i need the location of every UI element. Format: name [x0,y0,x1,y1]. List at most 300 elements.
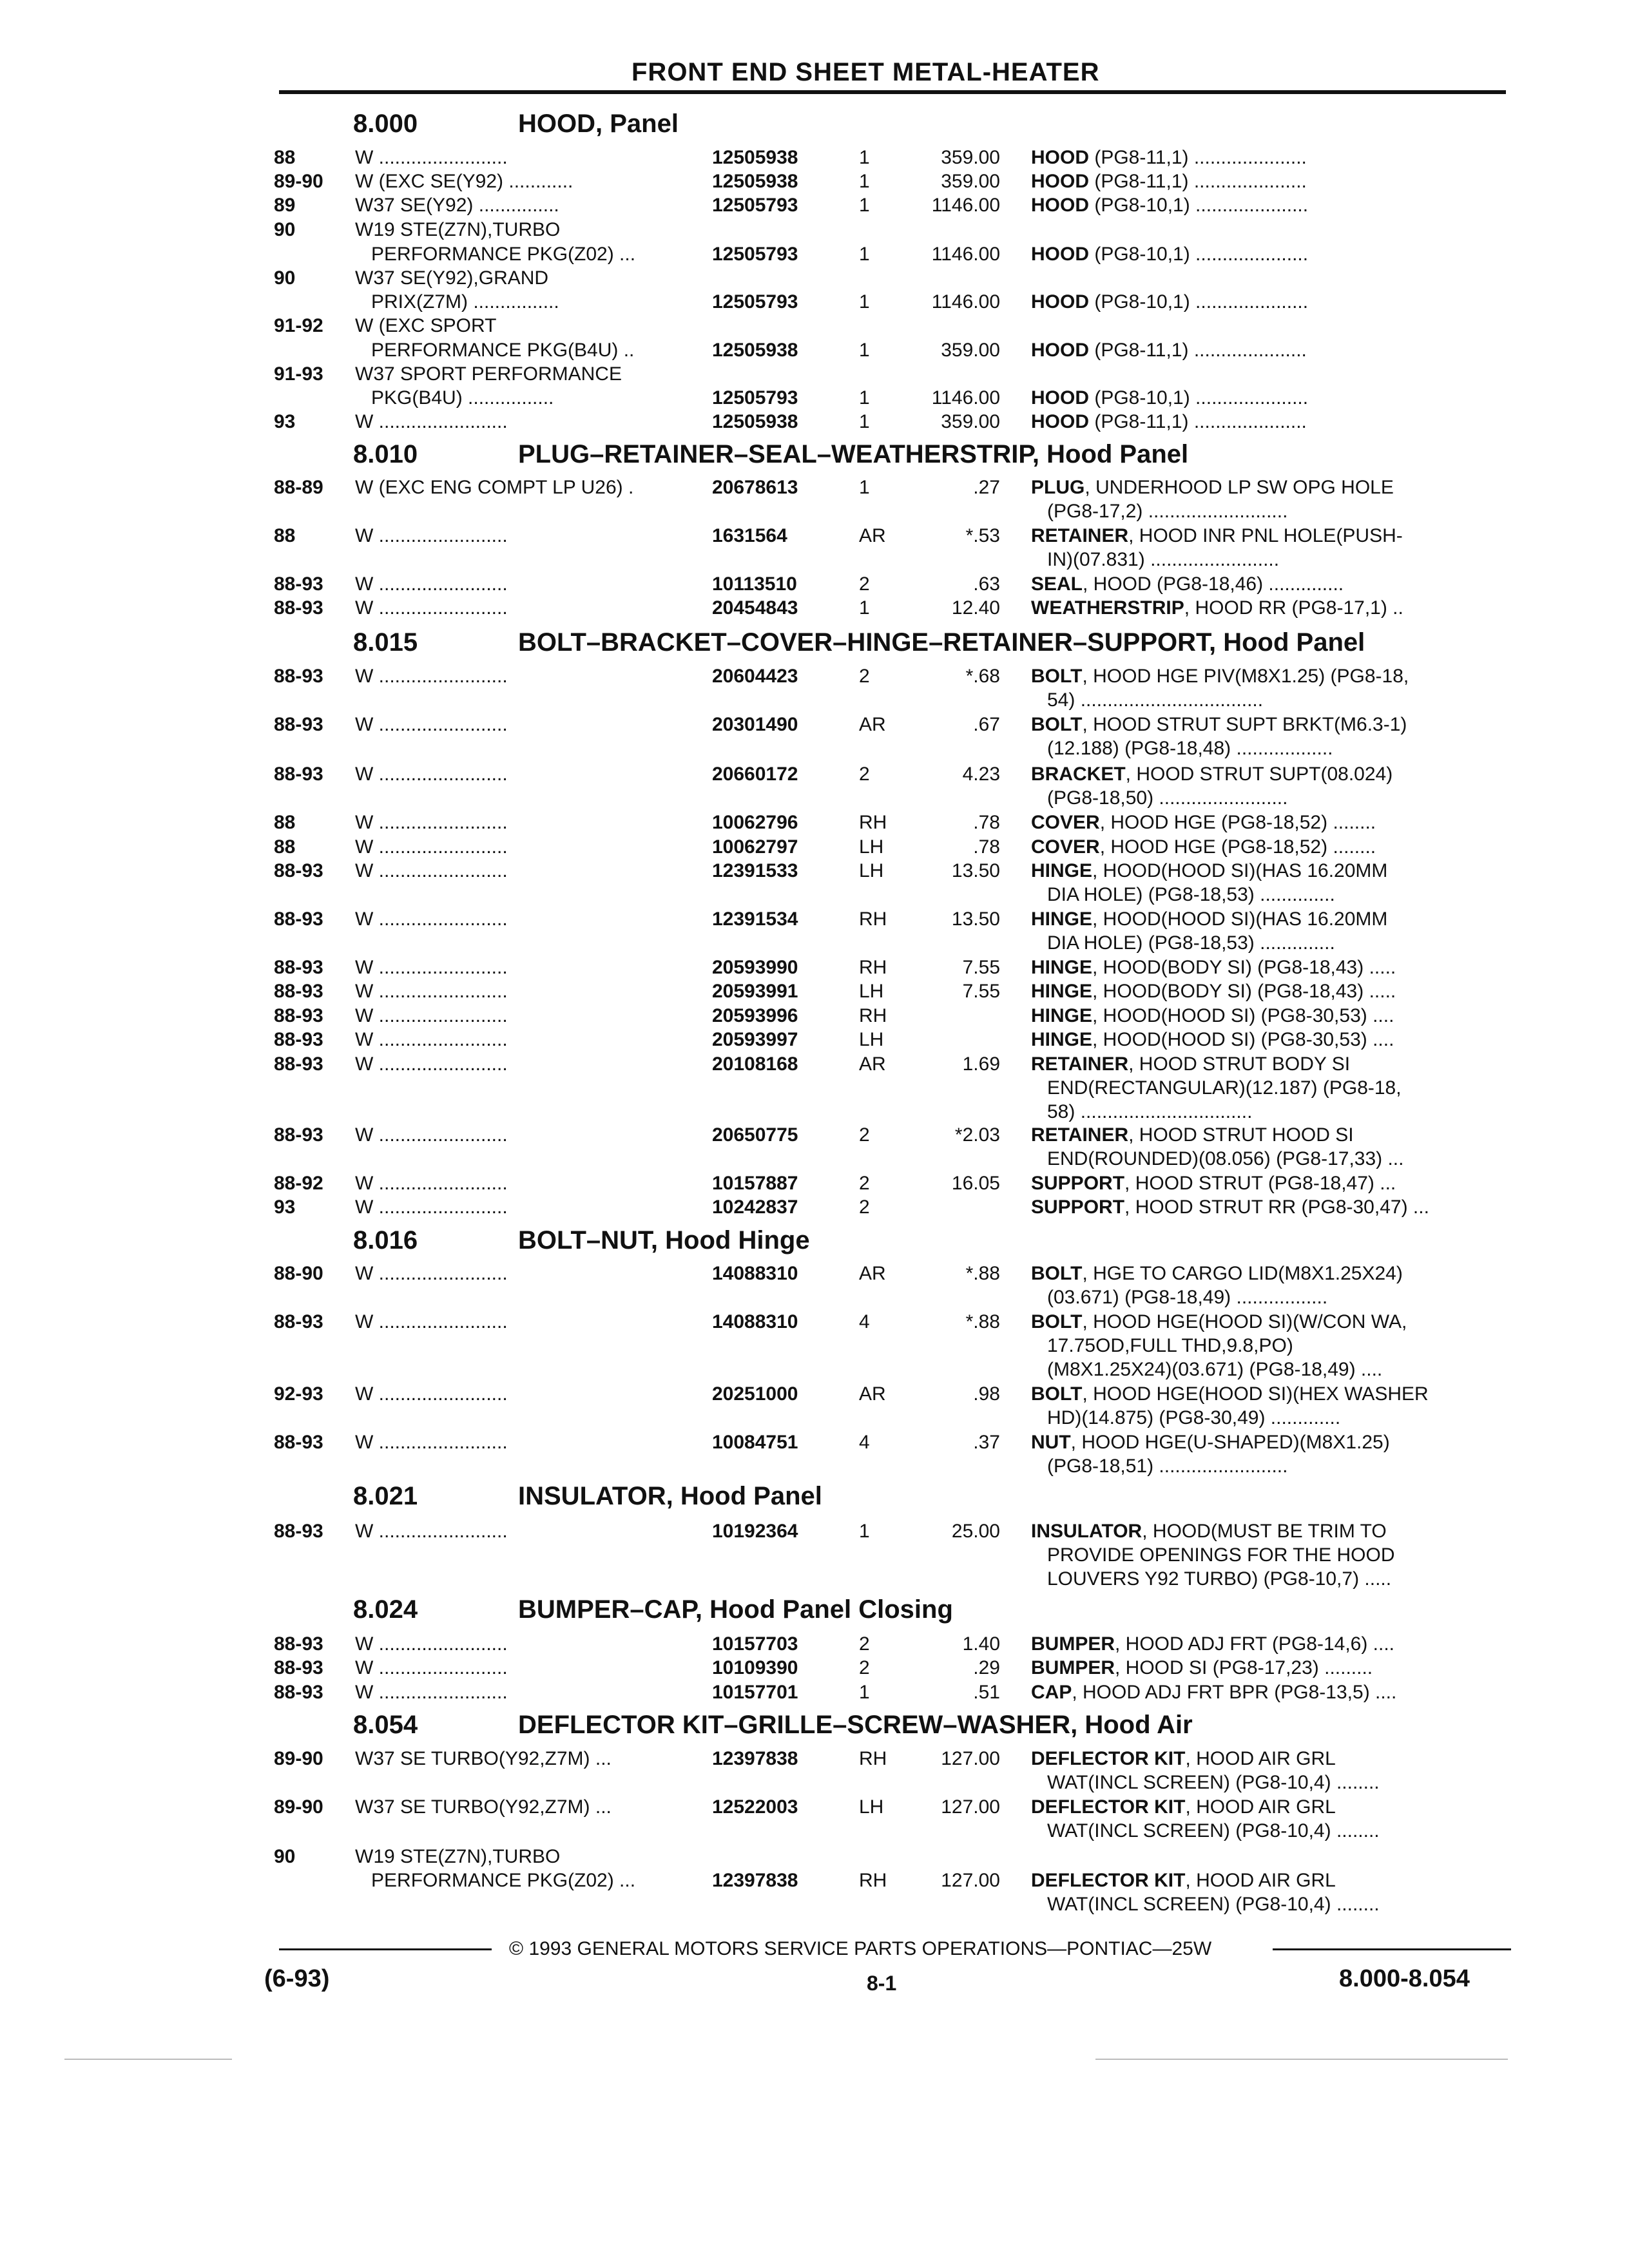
list-price: 359.00 [941,340,1000,361]
quantity: AR [859,525,886,546]
list-price: 127.00 [941,1870,1000,1891]
part-number: 20454843 [712,597,798,619]
list-price: .67 [973,714,1000,735]
part-name-continuation: 58) ................................ [1047,1101,1253,1122]
quantity: LH [859,1796,884,1818]
part-name-keyword: BOLT [1031,666,1083,687]
application-description: W ........................ [355,525,508,546]
quantity: 4 [859,1432,870,1453]
part-name-keyword: RETAINER [1031,1124,1129,1146]
section-title: DEFLECTOR KIT–GRILLE–SCREW–WASHER, Hood Air [518,1711,1193,1739]
part-name [1031,597,1403,619]
model-years: 88-93 [274,714,323,735]
quantity: RH [859,1870,887,1891]
part-name-keyword: WEATHERSTRIP [1031,597,1184,619]
list-price: 1146.00 [931,244,1000,265]
model-years: 88 [274,836,296,858]
part-name-detail: , HOOD AIR GRL [1185,1796,1336,1818]
part-name-detail: , HGE TO CARGO LID(M8X1.25X24) [1082,1263,1403,1284]
application-description: W ........................ [355,1383,508,1405]
scan-artifact [1095,2059,1508,2060]
model-years: 92-93 [274,1383,323,1405]
model-years: 88 [274,147,296,168]
part-name [1031,1870,1336,1892]
part-number: 12391534 [712,908,798,930]
part-number: 20301490 [712,714,798,735]
part-name-detail: , UNDERHOOD LP SW OPG HOLE [1084,477,1394,498]
part-name-detail: , HOOD RR (PG8-17,1) .. [1184,597,1403,619]
quantity: 2 [859,1633,870,1655]
application-description: W ........................ [355,1263,508,1284]
part-name-keyword: HOOD [1031,171,1089,192]
quantity: RH [859,812,887,833]
section-number: 8.015 [353,628,418,657]
model-years: 88-93 [274,1311,323,1332]
list-price: 359.00 [941,411,1000,432]
part-number: 14088310 [712,1263,798,1284]
application-description: W ........................ [355,1633,508,1655]
application-description: W ........................ [355,1311,508,1332]
part-number: 12505793 [712,195,798,216]
quantity: 2 [859,1173,870,1194]
part-name-detail: (PG8-11,1) ..................... [1089,340,1307,361]
part-number: 10062797 [712,836,798,858]
part-name-detail: , HOOD(MUST BE TRIM TO [1142,1521,1387,1542]
part-name-detail: , HOOD HGE(U-SHAPED)(M8X1.25) [1070,1432,1390,1453]
part-name-continuation: END(ROUNDED)(08.056) (PG8-17,33) ... [1047,1148,1404,1169]
part-number: 20593996 [712,1005,798,1026]
model-years: 90 [274,267,296,289]
part-name-detail: , HOOD HGE PIV(M8X1.25) (PG8-18, [1082,666,1409,687]
part-name-detail: (PG8-10,1) ..................... [1089,387,1309,408]
part-name [1031,147,1307,169]
application-description: W ........................ [355,1029,508,1050]
quantity: 1 [859,244,870,265]
part-number: 12505793 [712,387,798,408]
application-description: W ........................ [355,1053,508,1075]
part-number: 10084751 [712,1432,798,1453]
section-heading [353,440,1188,469]
quantity: 1 [859,597,870,619]
part-name-keyword: HINGE [1031,1029,1093,1050]
part-name-keyword: HINGE [1031,957,1093,978]
part-name-continuation: WAT(INCL SCREEN) (PG8-10,4) ........ [1047,1820,1380,1841]
part-name-continuation: (12.188) (PG8-18,48) .................. [1047,738,1333,759]
part-name [1031,1633,1394,1655]
part-name-keyword: BOLT [1031,1263,1083,1284]
part-name [1031,1029,1394,1051]
part-name-keyword: BOLT [1031,714,1083,735]
list-price: .27 [973,477,1000,498]
application-description: W37 SPORT PERFORMANCE [355,363,622,385]
part-name [1031,714,1407,736]
part-number: 20660172 [712,764,798,785]
quantity: 2 [859,1124,870,1146]
application-description: W ........................ [355,1521,508,1542]
application-description: W ........................ [355,1196,508,1218]
part-name [1031,1682,1396,1704]
part-name [1031,764,1393,785]
footer-rule-right [1273,1948,1511,1950]
quantity: AR [859,1053,886,1075]
list-price: *.53 [965,525,1000,546]
part-name-continuation: END(RECTANGULAR)(12.187) (PG8-18, [1047,1077,1402,1099]
list-price: .51 [973,1682,1000,1703]
quantity: 1 [859,340,870,361]
section-title: BOLT–BRACKET–COVER–HINGE–RETAINER–SUPPORT, Hood Panel [518,628,1365,657]
section-number: 8.021 [353,1482,418,1510]
part-name-keyword: BUMPER [1031,1633,1115,1655]
application-description: PERFORMANCE PKG(Z02) ... [355,244,636,265]
list-price: *.88 [965,1263,1000,1284]
part-name-detail: , HOOD INR PNL HOLE(PUSH- [1128,525,1403,546]
part-name [1031,1263,1403,1285]
part-number: 14088310 [712,1311,798,1332]
list-price: 1146.00 [931,291,1000,312]
part-name-continuation: (PG8-17,2) .......................... [1047,501,1288,522]
model-years: 89-90 [274,171,323,192]
part-name [1031,812,1376,834]
part-name [1031,244,1308,265]
list-price: 1.40 [962,1633,1000,1655]
section-title: BOLT–NUT, Hood Hinge [518,1226,810,1254]
application-description: W ........................ [355,1005,508,1026]
part-name-continuation: DIA HOLE) (PG8-18,53) .............. [1047,884,1335,905]
part-name-detail: , HOOD(BODY SI) (PG8-18,43) ..... [1092,957,1396,978]
part-number: 10157703 [712,1633,798,1655]
part-name-keyword: RETAINER [1031,525,1129,546]
application-description: W ........................ [355,1432,508,1453]
list-price: 127.00 [941,1796,1000,1818]
part-name-detail: (PG8-10,1) ..................... [1089,244,1309,265]
footer-section-range: 8.000-8.054 [1339,1965,1470,1992]
part-name-continuation: 54) .................................. [1047,689,1264,711]
list-price: .78 [973,836,1000,858]
part-number: 20593997 [712,1029,798,1050]
part-name-keyword: SUPPORT [1031,1173,1125,1194]
part-name [1031,908,1387,930]
quantity: 1 [859,387,870,408]
list-price: 7.55 [962,957,1000,978]
quantity: 2 [859,1196,870,1218]
part-name-keyword: RETAINER [1031,1053,1129,1075]
application-description: W ........................ [355,1657,508,1678]
section-number: 8.016 [353,1226,418,1254]
part-name-detail: , HOOD STRUT BODY SI [1128,1053,1351,1075]
part-number: 12505793 [712,244,798,265]
part-name-continuation: WAT(INCL SCREEN) (PG8-10,4) ........ [1047,1772,1380,1793]
part-name-keyword: NUT [1031,1432,1071,1453]
part-name-keyword: HOOD [1031,147,1089,168]
footer-copyright: © 1993 GENERAL MOTORS SERVICE PARTS OPERATIONS—PONTIAC—25W [509,1938,1212,1959]
model-years: 88-93 [274,981,323,1002]
list-price: 12.40 [951,597,1000,619]
scan-artifact [64,2059,232,2060]
part-name-keyword: HOOD [1031,195,1089,216]
part-name-detail: , HOOD(HOOD SI) (PG8-30,53) .... [1092,1029,1394,1050]
part-name [1031,1657,1373,1679]
list-price: 13.50 [951,860,1000,881]
application-description: W ........................ [355,1124,508,1146]
list-price: .63 [973,573,1000,595]
application-description: W ........................ [355,836,508,858]
list-price: 1146.00 [931,387,1000,408]
part-number: 20604423 [712,666,798,687]
quantity: 4 [859,1311,870,1332]
part-name [1031,836,1376,858]
part-name-keyword: COVER [1031,812,1100,833]
part-name [1031,291,1308,313]
part-number: 20650775 [712,1124,798,1146]
quantity: 2 [859,573,870,595]
application-description: W ........................ [355,812,508,833]
part-name-keyword: HINGE [1031,981,1093,1002]
model-years: 88 [274,525,296,546]
section-number: 8.054 [353,1711,418,1739]
part-name-keyword: HOOD [1031,387,1089,408]
list-price: *.68 [965,666,1000,687]
part-name-detail: (PG8-11,1) ..................... [1089,171,1307,192]
quantity: LH [859,1029,884,1050]
part-name-detail: , HOOD ADJ FRT (PG8-14,6) .... [1115,1633,1395,1655]
part-number: 12505938 [712,171,798,192]
quantity: LH [859,860,884,881]
application-description: W ........................ [355,981,508,1002]
part-name-detail: , HOOD AIR GRL [1185,1870,1336,1891]
part-name [1031,957,1396,979]
part-name-keyword: HOOD [1031,411,1089,432]
part-name [1031,411,1307,433]
part-name [1031,1748,1336,1770]
list-price: 25.00 [951,1521,1000,1542]
list-price: 359.00 [941,147,1000,168]
model-years: 93 [274,411,296,432]
part-name [1031,666,1409,687]
section-heading [353,110,679,139]
section-number: 8.010 [353,440,418,468]
quantity: 1 [859,195,870,216]
part-number: 20593991 [712,981,798,1002]
part-name [1031,1124,1354,1146]
application-description: W37 SE TURBO(Y92,Z7M) ... [355,1796,612,1818]
application-description: W ........................ [355,957,508,978]
list-price: 7.55 [962,981,1000,1002]
model-years: 88-93 [274,764,323,785]
application-description: W (EXC ENG COMPT LP U26) . [355,477,634,498]
part-name-keyword: BOLT [1031,1311,1083,1332]
part-name-continuation: IN)(07.831) ........................ [1047,549,1280,570]
application-description: PRIX(Z7M) ................ [355,291,559,312]
part-name-detail: (PG8-10,1) ..................... [1089,291,1309,312]
model-years: 91-93 [274,363,323,385]
quantity: 1 [859,411,870,432]
part-name-keyword: BUMPER [1031,1657,1115,1678]
application-description: W ........................ [355,714,508,735]
part-name-continuation: (PG8-18,50) ........................ [1047,787,1288,809]
model-years: 88-90 [274,1263,323,1284]
model-years: 88-93 [274,957,323,978]
section-title: BUMPER–CAP, Hood Panel Closing [518,1595,953,1624]
part-name-continuation: (PG8-18,51) ........................ [1047,1456,1288,1477]
footer-date: (6-93) [264,1965,330,1992]
part-name [1031,1521,1387,1542]
part-name [1031,1311,1407,1333]
part-name [1031,477,1394,499]
part-name-detail: , HOOD(HOOD SI)(HAS 16.20MM [1092,860,1388,881]
model-years: 88-93 [274,1633,323,1655]
quantity: 1 [859,171,870,192]
model-years: 88-92 [274,1173,323,1194]
model-years: 88-93 [274,1432,323,1453]
quantity: 2 [859,1657,870,1678]
quantity: AR [859,1383,886,1405]
model-years: 89 [274,195,296,216]
part-name-keyword: HOOD [1031,340,1089,361]
list-price: *2.03 [954,1124,1000,1146]
part-name-detail: , HOOD(BODY SI) (PG8-18,43) ..... [1092,981,1396,1002]
part-name-detail: , HOOD(HOOD SI)(HAS 16.20MM [1092,908,1388,930]
application-description: W ........................ [355,147,508,168]
quantity: 1 [859,1682,870,1703]
part-name-keyword: INSULATOR [1031,1521,1142,1542]
model-years: 88-89 [274,477,323,498]
quantity: LH [859,836,884,858]
part-name-detail: , HOOD HGE (PG8-18,52) ........ [1099,836,1376,858]
part-name-keyword: DEFLECTOR KIT [1031,1870,1186,1891]
part-number: 10157701 [712,1682,798,1703]
part-name [1031,195,1308,216]
list-price: .29 [973,1657,1000,1678]
list-price: 1.69 [962,1053,1000,1075]
model-years: 90 [274,1846,296,1867]
part-number: 20593990 [712,957,798,978]
application-description: W19 STE(Z7N),TURBO [355,219,561,240]
quantity: RH [859,908,887,930]
quantity: AR [859,714,886,735]
section-number: 8.000 [353,110,418,138]
application-description: W ........................ [355,860,508,881]
model-years: 88-93 [274,1682,323,1703]
part-name-keyword: BRACKET [1031,764,1126,785]
part-name-keyword: CAP [1031,1682,1072,1703]
part-number: 20678613 [712,477,798,498]
application-description: W37 SE(Y92),GRAND [355,267,549,289]
model-years: 88-93 [274,1005,323,1026]
list-price: 1146.00 [931,195,1000,216]
part-name-detail: , HOOD AIR GRL [1185,1748,1336,1769]
list-price: 4.23 [962,764,1000,785]
list-price: .78 [973,812,1000,833]
application-description: W (EXC SPORT [355,315,497,336]
model-years: 88-93 [274,1029,323,1050]
part-name-detail: (PG8-11,1) ..................... [1089,411,1307,432]
part-name-continuation: (M8X1.25X24)(03.671) (PG8-18,49) .... [1047,1359,1383,1380]
part-name [1031,1383,1429,1405]
part-name [1031,1196,1429,1218]
part-name [1031,981,1396,1003]
part-name [1031,1005,1394,1027]
part-name-keyword: SUPPORT [1031,1196,1125,1218]
section-heading [353,1482,822,1511]
model-years: 88-93 [274,860,323,881]
application-description: PERFORMANCE PKG(B4U) .. [355,340,635,361]
part-name-detail: , HOOD STRUT SUPT BRKT(M6.3-1) [1082,714,1407,735]
part-name [1031,860,1387,882]
part-name-keyword: HINGE [1031,1005,1093,1026]
part-name-keyword: HINGE [1031,908,1093,930]
part-name-keyword: BOLT [1031,1383,1083,1405]
list-price: 13.50 [951,908,1000,930]
application-description: W ........................ [355,666,508,687]
part-name-detail: , HOOD(HOOD SI) (PG8-30,53) .... [1092,1005,1394,1026]
model-years: 93 [274,1196,296,1218]
part-number: 10062796 [712,812,798,833]
quantity: RH [859,957,887,978]
part-number: 12505938 [712,411,798,432]
part-number: 12391533 [712,860,798,881]
model-years: 88 [274,812,296,833]
part-name-detail: , HOOD HGE (PG8-18,52) ........ [1099,812,1376,833]
model-years: 88-93 [274,1521,323,1542]
page-title: FRONT END SHEET METAL-HEATER [631,58,1100,86]
footer-rule-left [279,1948,492,1950]
footer-page-number: 8-1 [867,1972,897,1995]
part-name [1031,525,1403,547]
quantity: LH [859,981,884,1002]
part-name [1031,1053,1350,1075]
part-name-keyword: HOOD [1031,244,1089,265]
part-name-continuation: PROVIDE OPENINGS FOR THE HOOD [1047,1544,1395,1566]
part-name-detail: , HOOD (PG8-18,46) .............. [1083,573,1344,595]
model-years: 88-93 [274,666,323,687]
part-number: 1631564 [712,525,787,546]
list-price: *.88 [965,1311,1000,1332]
list-price: .98 [973,1383,1000,1405]
application-description: W ........................ [355,1682,508,1703]
part-name [1031,387,1308,409]
application-description: W ........................ [355,764,508,785]
part-number: 12522003 [712,1796,798,1818]
part-name-detail: (PG8-10,1) ..................... [1089,195,1309,216]
part-number: 20251000 [712,1383,798,1405]
model-years: 90 [274,219,296,240]
part-number: 12505793 [712,291,798,312]
part-name-keyword: PLUG [1031,477,1085,498]
list-price: 359.00 [941,171,1000,192]
part-number: 12397838 [712,1870,798,1891]
part-name-detail: , HOOD ADJ FRT BPR (PG8-13,5) .... [1072,1682,1397,1703]
list-price: 127.00 [941,1748,1000,1769]
application-description: W37 SE(Y92) ............... [355,195,559,216]
section-title: HOOD, Panel [518,110,679,138]
part-name-detail: , HOOD STRUT (PG8-18,47) ... [1124,1173,1396,1194]
section-title: PLUG–RETAINER–SEAL–WEATHERSTRIP, Hood Panel [518,440,1189,468]
application-description: PERFORMANCE PKG(Z02) ... [355,1870,636,1891]
part-name [1031,573,1344,595]
section-heading [353,1226,810,1255]
part-name-detail: , HOOD HGE(HOOD SI)(HEX WASHER [1082,1383,1429,1405]
model-years: 91-92 [274,315,323,336]
quantity: 2 [859,666,870,687]
part-name-continuation: DIA HOLE) (PG8-18,53) .............. [1047,932,1335,954]
part-number: 20108168 [712,1053,798,1075]
model-years: 88-93 [274,1657,323,1678]
part-name-keyword: COVER [1031,836,1100,858]
list-price: .37 [973,1432,1000,1453]
quantity: 1 [859,477,870,498]
section-number: 8.024 [353,1595,418,1624]
part-name-detail: , HOOD SI (PG8-17,23) ......... [1115,1657,1373,1678]
